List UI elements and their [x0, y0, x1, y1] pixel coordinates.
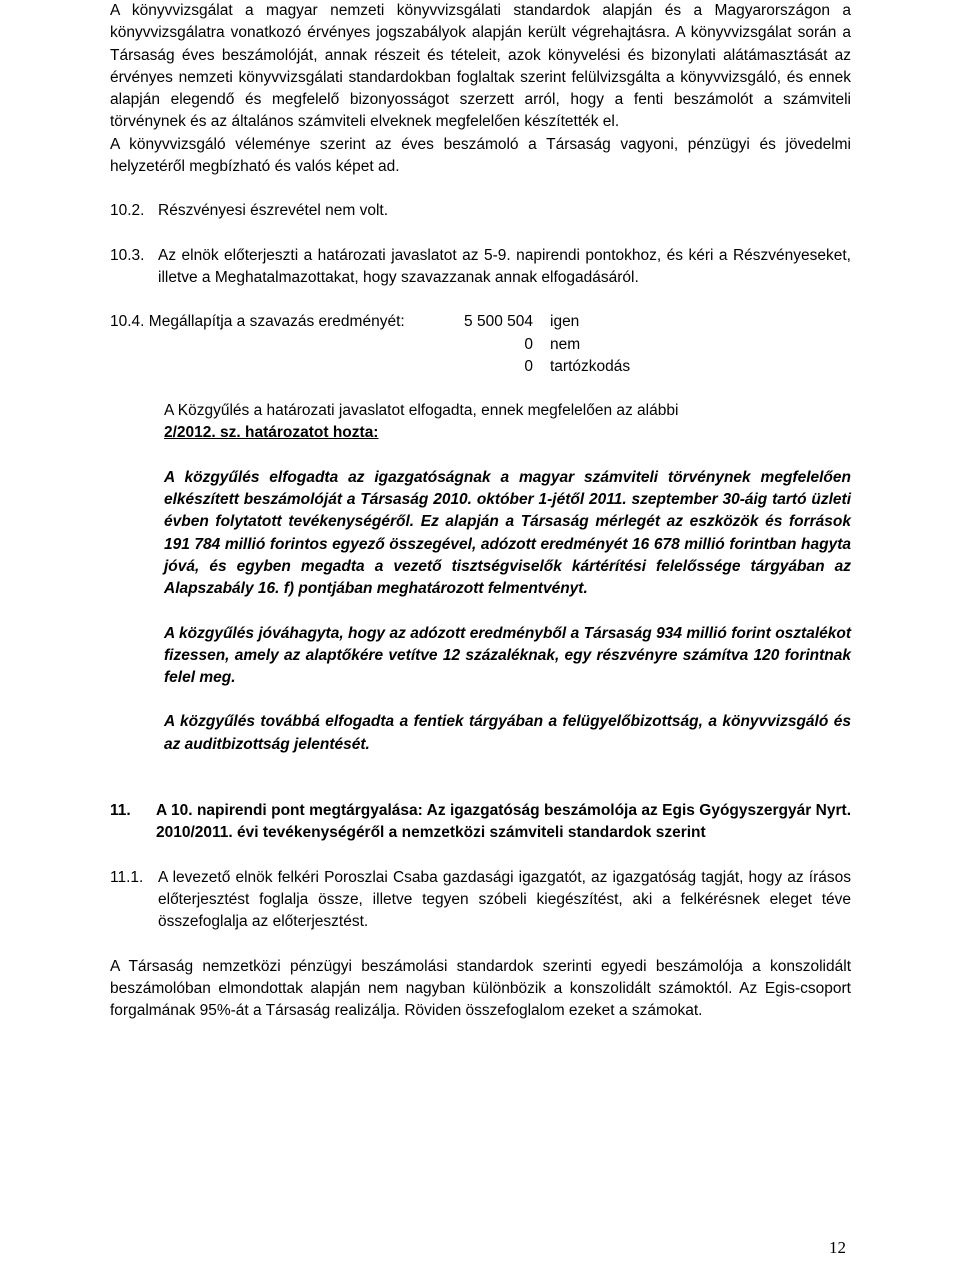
resolution-intro: A Közgyűlés a határozati javaslatot elfogadta, ennek megfelelően az alábbi: [164, 402, 679, 420]
vote-label: [110, 311, 454, 333]
vote-row: [110, 311, 851, 333]
section-heading: [110, 800, 851, 845]
resolution-number: 2/2012. sz. határozatot hozta:: [164, 424, 379, 442]
item-number: 11.1.: [110, 868, 144, 886]
item-number: 10.4.: [110, 313, 145, 331]
document-page: [110, 0, 851, 1022]
item-number: 10.3.: [110, 246, 145, 264]
section-number: 11.: [110, 802, 131, 820]
page-number: 12: [829, 1238, 846, 1257]
item-11-1: [110, 867, 851, 934]
closing-paragraph: A Társaság nemzetközi pénzügyi beszámolási standardok szerinti egyedi beszámolója a konszolidált beszámolóban elmondottak alapján nem nagyban különbözik a konszolidált számoktól. Az Egis-csoport forgalmának 95%-át a Társaság realizálja. Röviden összefoglalom ezeket a számokat.: [110, 957, 851, 1020]
vote-count: 0: [524, 357, 533, 375]
vote-word: tartózkodás: [550, 357, 631, 375]
vote-count: 0: [524, 335, 533, 353]
resolution-paragraph: A közgyűlés továbbá elfogadta a fentiek tárgyában a felügyelőbizottság, a könyvvizsgáló és az auditbizottság jelentését.: [164, 713, 851, 753]
item-10-2: [110, 200, 851, 222]
intro-paragraph: A könyvvizsgálat a magyar nemzeti könyvvizsgálati standardok alapján és a Magyarországon a könyvvizsgálatra vonatkozó érvényes jogszabályok alapján került végrehajtásra. A könyvvizsgálat során a Társaság éves beszámolóját, annak részeit és tételeit, azok könyvelési és bizonylati alátámasztását az érvényes nemzeti könyvvizsgálati standardokban foglaltak szerint felülvizsgálta a könyvvizsgáló, és ennek alapján elegendő és megfelelő bizonyosságot szerzett arról, hogy a fenti beszámolót a számviteli törvénynek és az általános számviteli elveknek megfelelően készítették el.: [110, 2, 851, 131]
vote-row: [110, 334, 851, 356]
vote-count: 5 500 504: [464, 313, 533, 331]
section-title: A 10. napirendi pont megtárgyalása: Az igazgatóság beszámolója az Egis Gyógyszergyár Nyrt. 2010/2011. évi tevékenységéről a nemzetközi számviteli standardok szerint: [156, 802, 851, 842]
resolution-paragraph: A közgyűlés elfogadta az igazgatóságnak a magyar számviteli törvénynek megfelelően elkészített beszámolóját a Társaság 2010. október 1-jétől 2011. szeptember 30-áig tartó üzleti évben folytatott tevékenységéről. Ez alapján a Társaság mérlegét az eszközök és források 191 784 millió forintos egyező összegével, adózott eredményét 16 678 millió forintban hagyta jóvá, és egyben megadta a vezető tisztségviselők kártérítési felelőssége tárgyában az Alapszabály 16. f) pontjában meghatározott felmentvényt.: [164, 468, 851, 598]
vote-word: igen: [550, 313, 580, 331]
item-text: Megállapítja a szavazás eredményét:: [148, 313, 405, 331]
resolution-block: [164, 400, 851, 756]
item-text: Részvényesi észrevétel nem volt.: [158, 202, 389, 220]
vote-row: [110, 356, 851, 378]
item-10-3: [110, 245, 851, 290]
opinion-paragraph: A könyvvizsgáló véleménye szerint az éves beszámoló a Társaság vagyoni, pénzügyi és jövedelmi helyzetéről megbízható és valós képet ad.: [110, 135, 851, 176]
item-10-4: [110, 311, 851, 378]
item-number: 10.2.: [110, 202, 145, 220]
item-text: A levezető elnök felkéri Poroszlai Csaba gazdasági igazgatót, az igazgatóság tagját, hogy az írásos előterjesztést foglalja össze, illetve tegyen szóbeli kiegészítést, aki a felkérésnek eleget téve összefoglalja az előterjesztést.: [158, 868, 851, 931]
resolution-paragraph: A közgyűlés jóváhagyta, hogy az adózott eredményből a Társaság 934 millió forint osztalékot fizessen, amely az alaptőkére vetítve 12 százaléknak, egy részvényre számítva 120 forintnak felel meg.: [164, 624, 851, 687]
vote-word: nem: [550, 335, 581, 353]
item-text: Az elnök előterjeszti a határozati javaslatot az 5-9. napirendi pontokhoz, és kéri a Részvényeseket, illetve a Meghatalmazottakat, hogy szavazzanak annak elfogadásáról.: [158, 246, 851, 286]
